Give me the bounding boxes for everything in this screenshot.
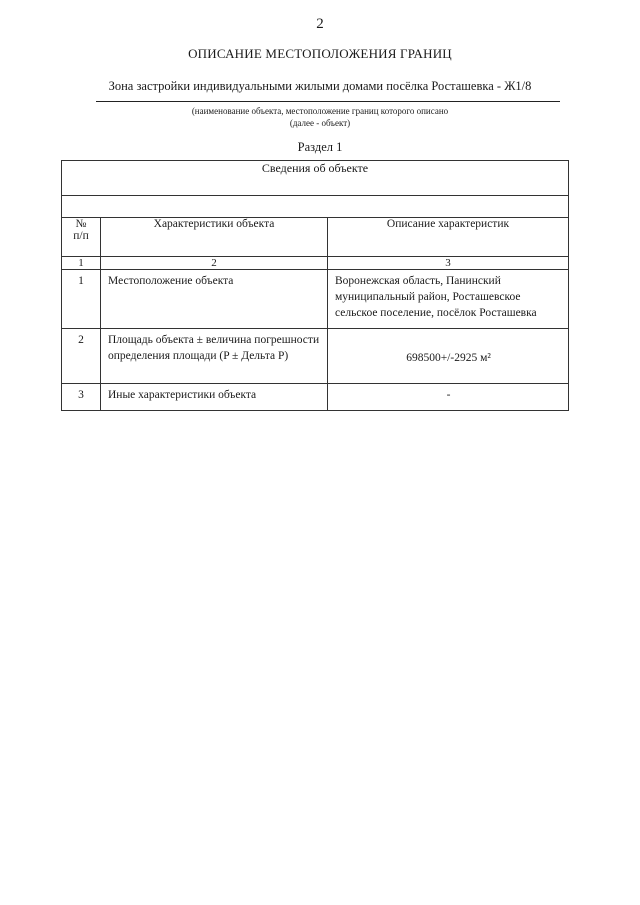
- column-number-1: 1: [62, 257, 101, 270]
- header-number: [62, 218, 101, 257]
- document-title: ОПИСАНИЕ МЕСТОПОЛОЖЕНИЯ ГРАНИЦ: [188, 46, 452, 61]
- object-name-caption: [0, 105, 640, 129]
- object-info-table: [61, 160, 569, 411]
- header-characteristics: Характеристики объекта: [101, 218, 328, 257]
- row-number: 1: [78, 275, 84, 287]
- header-number-line-1: №: [75, 218, 87, 230]
- table-spacer-row: [62, 196, 569, 218]
- caption-line-2: (далее - объект): [289, 118, 351, 128]
- row-number: 2: [78, 334, 84, 346]
- table-row: [62, 270, 569, 329]
- table-row: [62, 384, 569, 411]
- column-number-3: 3: [328, 257, 569, 270]
- object-name-underline: [96, 101, 560, 102]
- row-characteristic: Площадь объекта ± величина погрешности определения площади (P ± Дельта P): [108, 334, 320, 362]
- row-characteristic: Иные характеристики объекта: [108, 389, 257, 401]
- table-row: [62, 329, 569, 384]
- table-title: Сведения об объекте: [62, 161, 569, 196]
- row-description: 698500+/-2925 м²: [406, 351, 491, 364]
- page-number: 2: [316, 16, 324, 32]
- header-description: Описание характеристик: [328, 218, 569, 257]
- section-title: Раздел 1: [297, 140, 343, 154]
- header-number-line-2: п/п: [73, 230, 89, 242]
- table-column-header-row: [62, 218, 569, 257]
- table-title-row: [62, 161, 569, 196]
- row-number: 3: [78, 389, 84, 401]
- table-column-number-row: [62, 257, 569, 270]
- row-description: Воронежская область, Панинский муниципальный район, Росташевское сельское поселение, посёлок Росташевка: [335, 275, 537, 319]
- row-description: -: [446, 389, 451, 401]
- object-name: Зона застройки индивидуальными жилыми домами посёлка Росташевка - Ж1/8: [108, 79, 532, 93]
- caption-line-1: (наименование объекта, местоположение границ которого описано: [191, 106, 449, 116]
- row-characteristic: Местоположение объекта: [108, 275, 234, 287]
- table-spacer-cell: [62, 196, 569, 218]
- column-number-2: 2: [101, 257, 328, 270]
